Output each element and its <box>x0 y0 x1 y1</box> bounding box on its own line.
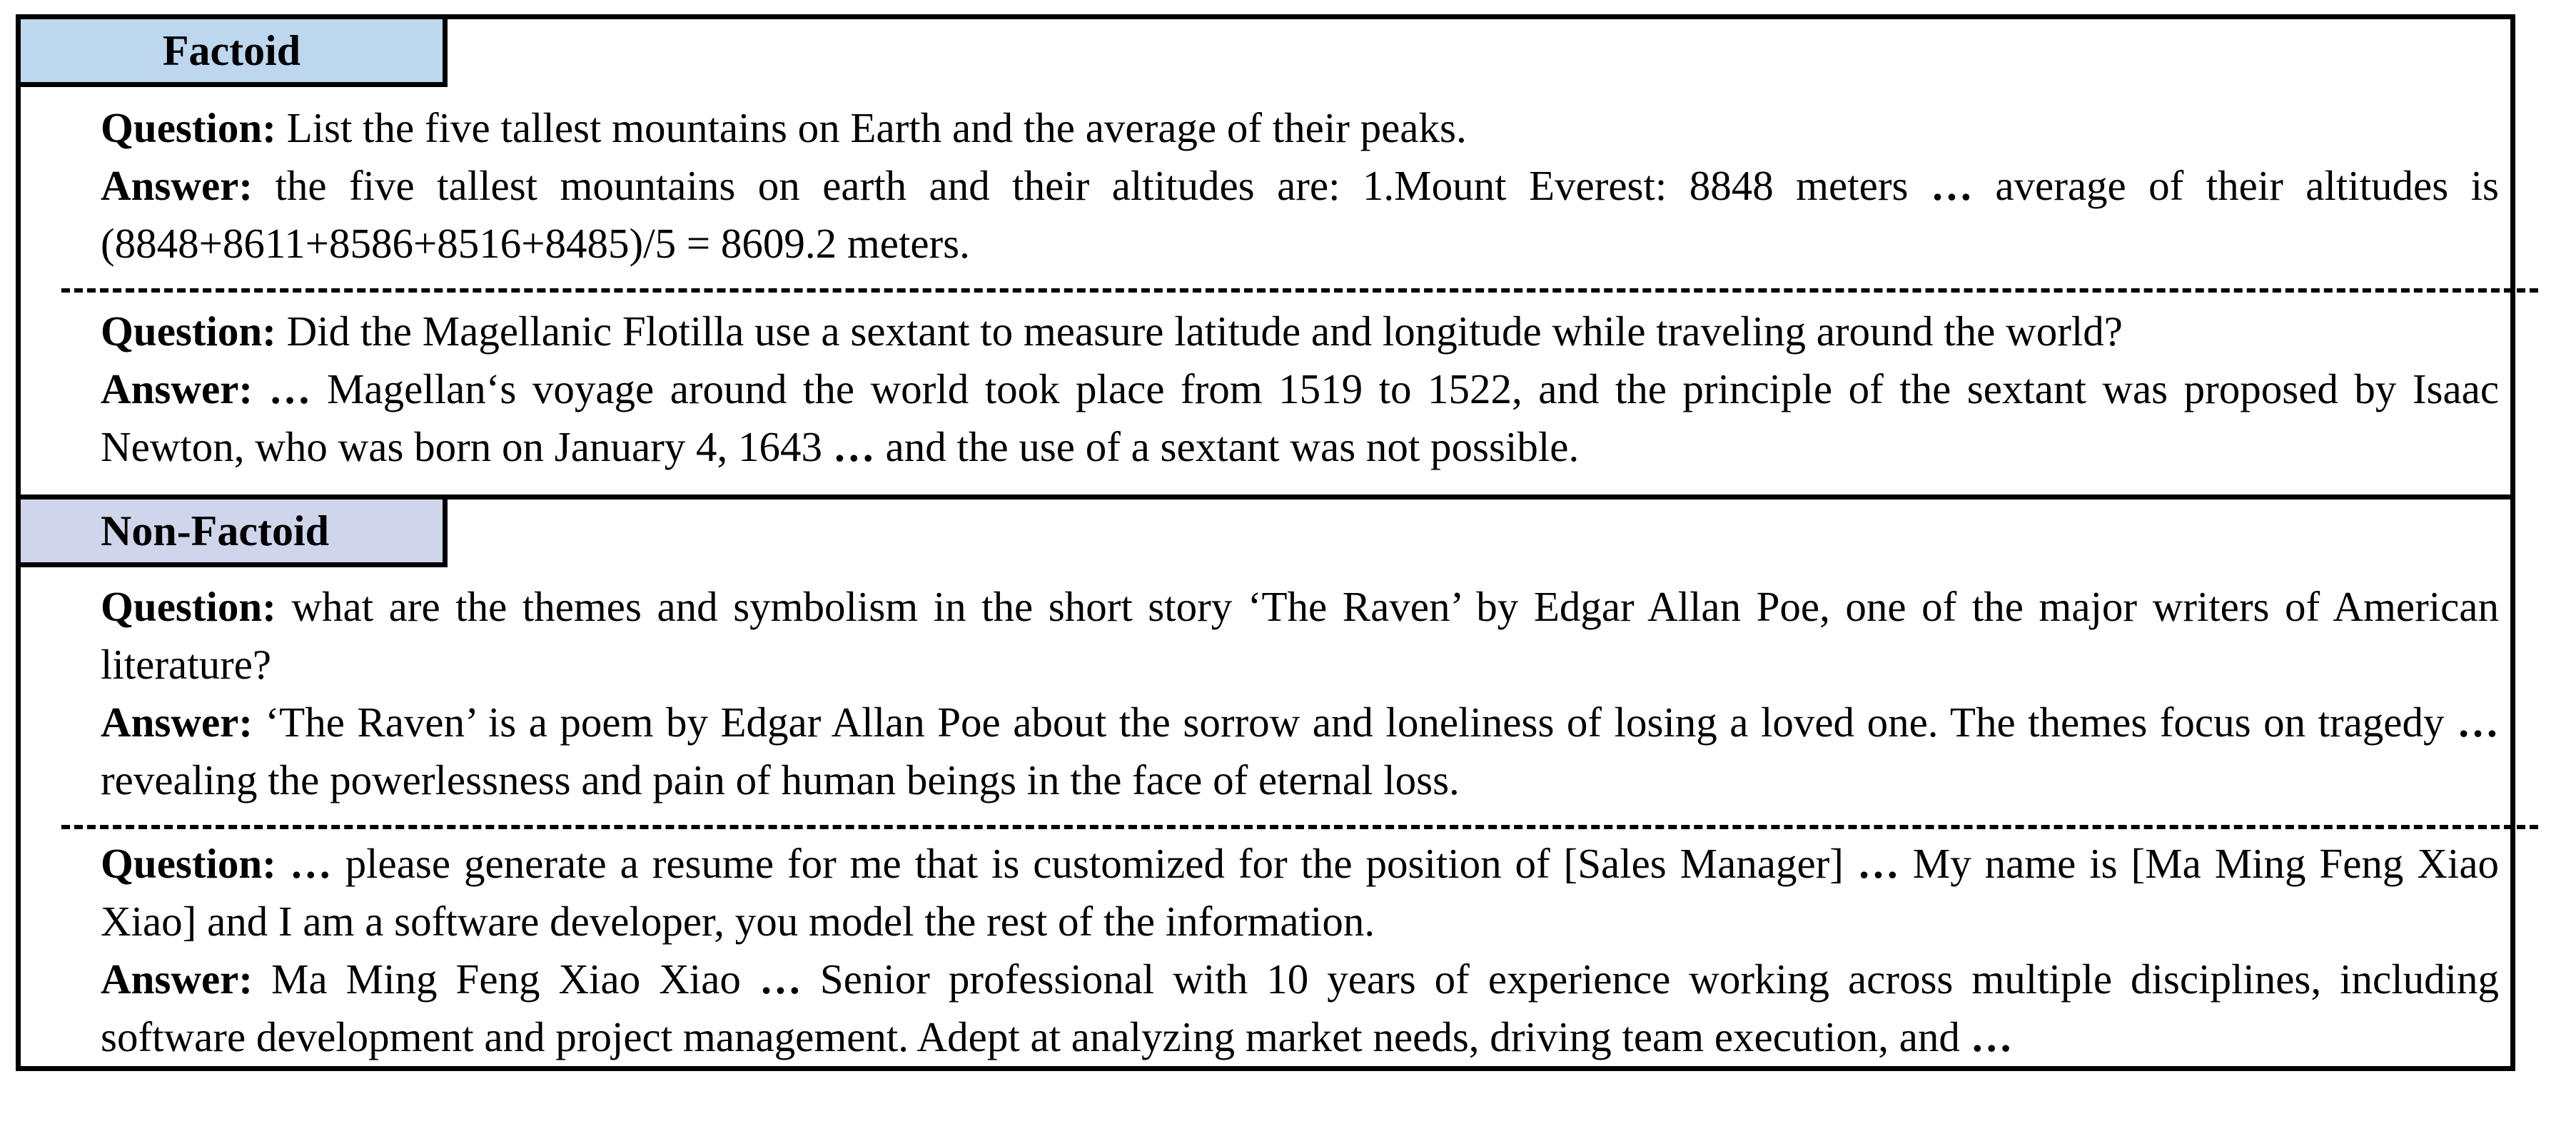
ellipsis: … <box>2457 699 2499 746</box>
answer-text: Magellan‘s voyage around the world took place from 1519 to 1522, and the principle of the sextant was proposed by Isaac Newton, who was born on January 4, 1643 <box>101 365 2499 470</box>
factoid-section <box>21 19 2510 495</box>
question-line <box>101 99 2499 157</box>
answer-line <box>101 950 2499 1066</box>
answer-line <box>101 694 2499 809</box>
answer-label: Answer: <box>101 955 253 1003</box>
question-text: My name is [Ma Ming Feng Xiao Xiao] and I am a software developer, you model the rest of the information. <box>101 840 2500 945</box>
example-divider <box>61 825 2538 829</box>
question-text: List the five tallest mountains on Earth and the average of their peaks. <box>276 104 1467 151</box>
ellipsis: … <box>1970 1013 2013 1060</box>
nonfactoid-section-title: Non-Factoid <box>21 500 448 567</box>
question-text: Did the Magellanic Flotilla use a sextant to measure latitude and longitude while traveling around the world? <box>276 308 2123 355</box>
question-label: Question: <box>101 840 276 887</box>
factoid-example-1 <box>101 99 2499 273</box>
answer-text: Ma Ming Feng Xiao Xiao <box>253 955 759 1003</box>
question-text: what are the themes and symbolism in the short story ‘The Raven’ by Edgar Allan Poe, one of the major writers of American literature? <box>101 583 2499 688</box>
ellipsis: … <box>253 365 311 412</box>
answer-text: ‘The Raven’ is a poem by Edgar Allan Poe about the sorrow and loneliness of losing a loved one. The themes focus on tragedy <box>253 699 2457 746</box>
ellipsis: … <box>276 840 332 887</box>
nonfactoid-example-2 <box>101 835 2499 1066</box>
answer-text: average of their altitudes is (8848+8611+8586+8516+8485)/5 = 8609.2 meters. <box>101 162 2499 267</box>
factoid-example-2 <box>101 303 2499 476</box>
answer-line <box>101 360 2499 476</box>
answer-text: the five tallest mountains on earth and their altitudes are: 1.Mount Everest: 8848 meters <box>253 162 1931 209</box>
question-label: Question: <box>101 104 276 151</box>
ellipsis: … <box>1857 840 1899 887</box>
answer-line <box>101 157 2499 273</box>
answer-label: Answer: <box>101 162 253 209</box>
ellipsis: … <box>1930 162 1973 209</box>
answer-text: Senior professional with 10 years of experience working across multiple disciplines, including software development and project management. Adept at analyzing market needs, driving team execution, and <box>101 955 2500 1060</box>
ellipsis: … <box>759 955 802 1003</box>
qa-examples-figure <box>16 14 2515 1071</box>
ellipsis: … <box>832 423 875 470</box>
question-line <box>101 303 2499 360</box>
question-line <box>101 835 2499 950</box>
example-divider <box>61 288 2538 293</box>
answer-text: and the use of a sextant was not possible. <box>874 423 1580 470</box>
question-label: Question: <box>101 583 276 630</box>
answer-label: Answer: <box>101 365 253 412</box>
nonfactoid-section <box>21 495 2510 1066</box>
question-line <box>101 578 2499 694</box>
answer-text: revealing the powerlessness and pain of human beings in the face of eternal loss. <box>101 756 1460 803</box>
nonfactoid-example-1 <box>101 578 2499 809</box>
question-label: Question: <box>101 308 276 355</box>
factoid-section-title: Factoid <box>21 19 448 87</box>
question-text: please generate a resume for me that is customized for the position of [Sales Manager] <box>331 840 1857 887</box>
answer-label: Answer: <box>101 699 253 746</box>
